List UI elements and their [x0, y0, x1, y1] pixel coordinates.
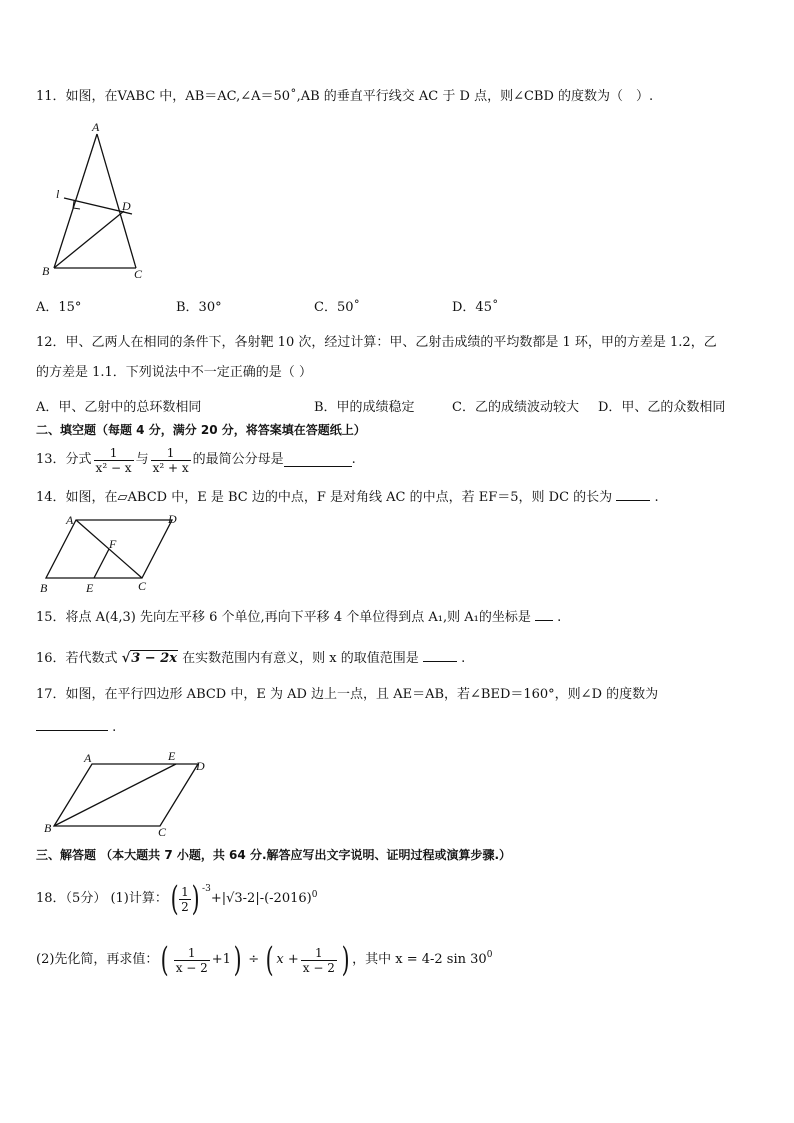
- q17-stem: 17．如图，在平行四边形 ABCD 中，E 为 AD 边上一点，且 AE＝AB，若∠BED＝160°，则∠D 的度数为: [36, 687, 659, 702]
- q12-line1: 12．甲、乙两人在相同的条件下，各射靶 10 次，经过计算：甲、乙射击成绩的平均数都是 1 环，甲的方差是 1.2，乙: [36, 335, 717, 350]
- q12-option-a: A．甲、乙射中的总环数相同: [36, 400, 202, 415]
- q15-answer-blank[interactable]: [535, 608, 553, 621]
- q11-triangle-figure: [30, 118, 160, 283]
- q17-answer-blank[interactable]: [36, 718, 108, 731]
- q16-end: .: [461, 651, 466, 666]
- q12-option-b: B．甲的成绩稳定: [314, 400, 415, 415]
- q18-part2-fraction-2: [301, 946, 337, 975]
- q11-option-a: A．15°: [36, 300, 82, 315]
- q13-frac1-den: x² − x: [95, 460, 132, 475]
- q18-part2-div: ÷: [248, 952, 260, 967]
- q11-option-b: B．30°: [176, 300, 222, 315]
- q14-label-b: B: [40, 581, 48, 595]
- right-paren-icon: ): [191, 879, 200, 919]
- q18-part2-x: x +: [276, 952, 299, 967]
- q18-exp-neg3: -3: [202, 884, 211, 894]
- left-paren-icon: (: [161, 940, 170, 980]
- q18-part1-prefix: 18．（5分） (1)计算：: [36, 891, 168, 906]
- section3-heading: 三、解答题 （本大题共 7 小题，共 64 分.解答应写出文字说明、证明过程或演算步骤.）: [36, 848, 512, 862]
- q16-answer-blank[interactable]: [423, 649, 457, 662]
- q18-part2-f1-den: x − 2: [175, 960, 208, 975]
- q18-part2-deg: 0: [486, 950, 493, 960]
- q14-label-d: D: [168, 512, 177, 526]
- q17-label-e: E: [168, 749, 176, 763]
- q11-label-l: l: [56, 187, 60, 201]
- q16-line: [36, 649, 465, 668]
- q17-label-d: D: [196, 759, 205, 773]
- q15-stem: 15．将点 A(4,3) 先向左平移 6 个单位,再向下平移 4 个单位得到点 A₁,则 A₁的坐标是: [36, 610, 531, 625]
- q12-line2: 的方差是 1.1．下列说法中不一定正确的是（ ）: [36, 365, 312, 380]
- right-paren-icon: ): [233, 940, 242, 980]
- q14-label-c: C: [138, 579, 147, 593]
- q13-prefix: 13．分式: [36, 452, 92, 467]
- q14-end: .: [654, 490, 659, 505]
- right-paren-icon: ): [341, 940, 350, 980]
- q13-suffix: 的最简公分母是: [192, 452, 284, 467]
- q13-frac2-num: 1: [166, 445, 175, 460]
- q12-option-d: D．甲、乙的众数相同: [598, 400, 726, 415]
- q11-option-d: D．45˚: [452, 300, 499, 315]
- left-paren-icon: (: [265, 940, 274, 980]
- q14-label-a: A: [66, 513, 74, 527]
- q14-label-e: E: [86, 581, 94, 595]
- q16-radicand: 3 − 2x: [131, 651, 178, 666]
- q13: [36, 442, 356, 478]
- q13-frac1-num: 1: [109, 445, 118, 460]
- q14-line: [36, 488, 659, 507]
- q17-label-c: C: [158, 825, 167, 839]
- q11-label-c: C: [134, 267, 143, 281]
- q14-parallelogram-figure: [36, 508, 196, 598]
- q13-fraction-2: [151, 446, 191, 475]
- q14-label-f: F: [109, 537, 117, 551]
- q18-part2-plus1: +1: [211, 952, 231, 967]
- q14-answer-blank[interactable]: [616, 488, 650, 501]
- q18-half-den: 2: [181, 899, 189, 914]
- q17-answer-line: [36, 718, 116, 737]
- q18-half-fraction: [179, 885, 191, 914]
- q13-mid: 与: [135, 452, 149, 467]
- q18-part2-f2-den: x − 2: [302, 960, 335, 975]
- q14-stem: 14．如图，在▱ABCD 中，E 是 BC 边的中点，F 是对角线 AC 的中点，若 EF＝5，则 DC 的长为: [36, 490, 613, 505]
- q16-suffix: 在实数范围内有意义，则 x 的取值范围是: [182, 651, 419, 666]
- q18-exp-0: 0: [311, 890, 318, 900]
- q18-part2-prefix: (2)先化简，再求值：: [36, 952, 159, 967]
- q17-label-a: A: [84, 751, 92, 765]
- section2-heading: 二、填空题（每题 4 分，满分 20 分，将答案填在答题纸上）: [36, 423, 366, 437]
- q13-fraction-1: [94, 446, 134, 475]
- q11-label-a: A: [92, 120, 100, 134]
- q18-part1: [36, 876, 317, 922]
- q18-part2-f1-num: 1: [187, 945, 196, 960]
- q11-stem: 11．如图，在VABC 中，AB＝AC,∠A＝50˚,AB 的垂直平行线交 AC 于 D 点，则∠CBD 的度数为（ ）.: [36, 89, 654, 104]
- q11-label-b: B: [42, 264, 50, 278]
- q16-prefix: 16．若代数式: [36, 651, 118, 666]
- q13-answer-blank[interactable]: [284, 454, 352, 467]
- q15-line: [36, 608, 561, 627]
- sqrt-icon: √: [121, 651, 131, 666]
- q18-part2-where: ，其中 x = 4-2 sin 30: [352, 952, 487, 967]
- left-paren-icon: (: [170, 879, 179, 919]
- q11-option-c: C．50˚: [314, 300, 360, 315]
- q18-part2-f2-num: 1: [314, 945, 323, 960]
- q12-option-c: C．乙的成绩波动较大: [452, 400, 579, 415]
- q13-end: .: [351, 452, 356, 467]
- q15-end: .: [557, 610, 562, 625]
- q17-label-b: B: [44, 821, 52, 835]
- q18-half-num: 1: [181, 884, 189, 899]
- q18-part1-expr: +|√3-2|-(-2016): [210, 891, 312, 906]
- q18-part2-fraction-1: [174, 946, 210, 975]
- q13-frac2-den: x² + x: [152, 460, 189, 475]
- q17-parallelogram-figure: [36, 748, 226, 840]
- q11-label-d: D: [122, 199, 131, 213]
- q18-part2: [36, 936, 492, 984]
- q17-end: .: [112, 720, 117, 735]
